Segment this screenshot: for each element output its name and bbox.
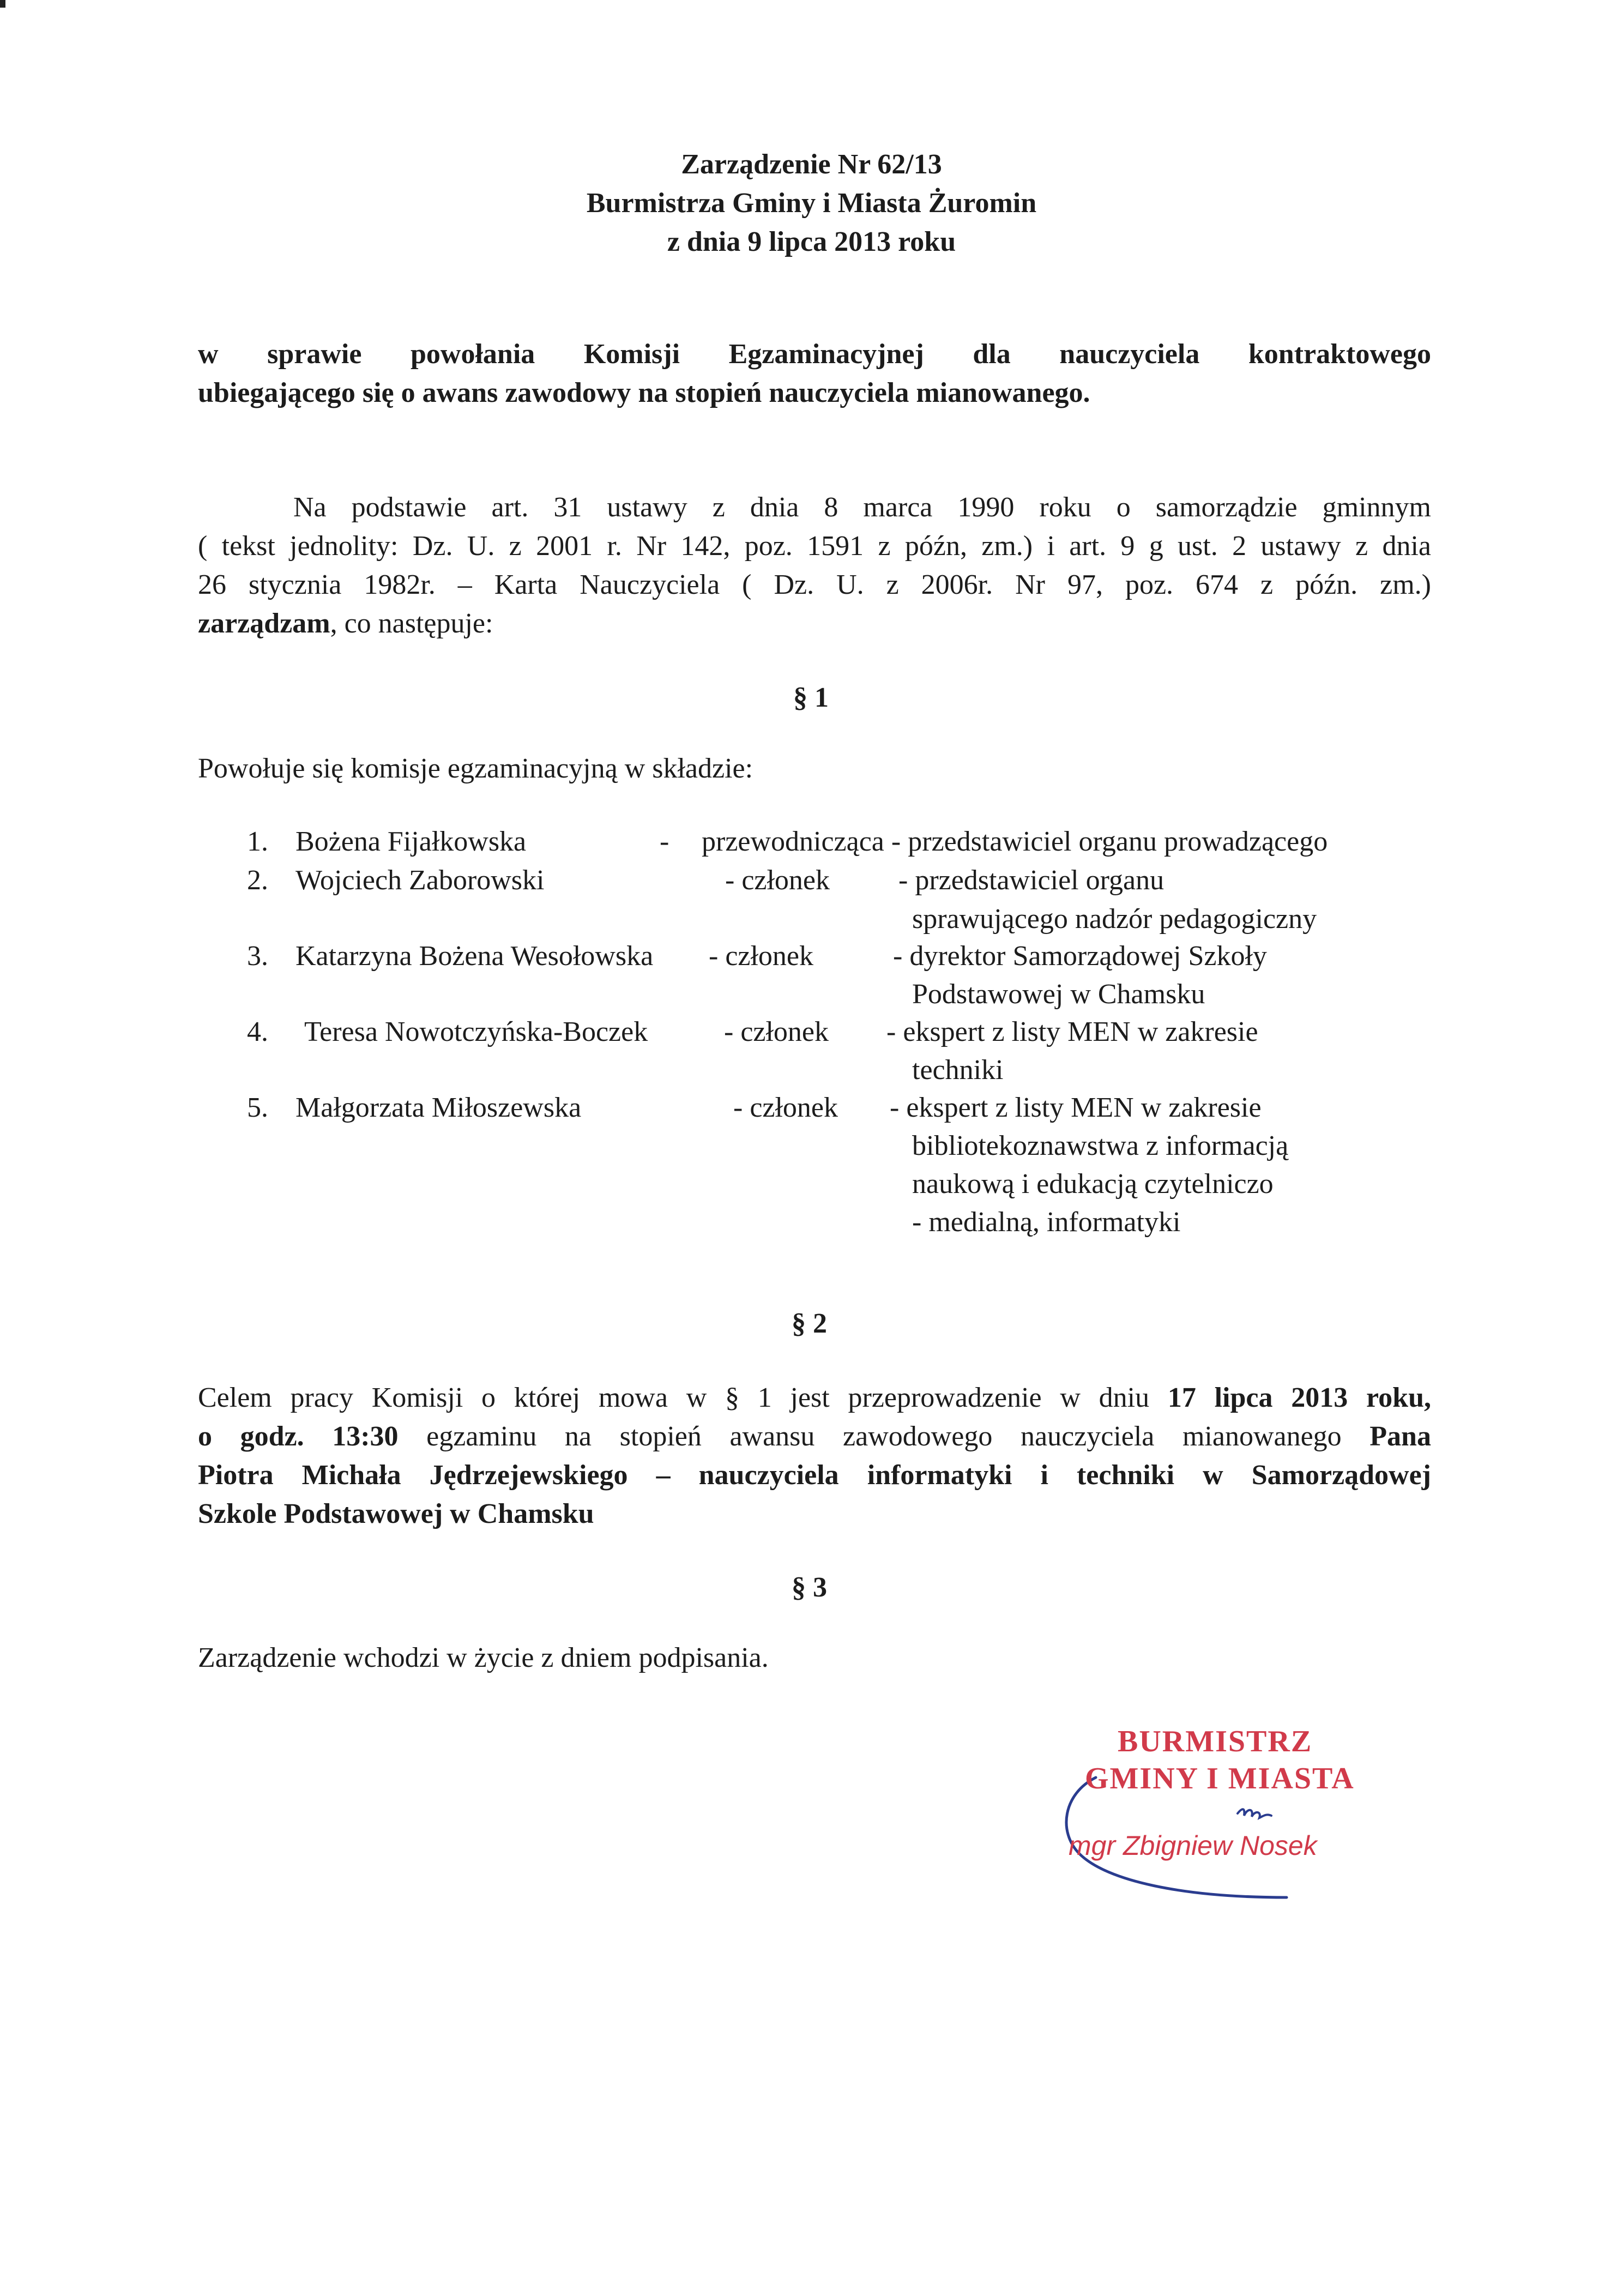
issuer: Burmistrza Gminy i Miasta Żuromin <box>586 188 1037 219</box>
legal-basis-line-4 <box>198 604 1431 643</box>
legal-basis-line-2: ( tekst jednolity: Dz. U. z 2001 r. Nr 142, poz. 1591 z późn, zm.) i art. 9 g ust. 2 ustawy z dnia <box>198 531 1431 562</box>
member-number: 1. <box>247 826 268 857</box>
legal-basis <box>198 488 1431 643</box>
official-stamp <box>1058 1718 1363 1903</box>
member-role: przewodnicząca - przedstawiciel organu prowadzącego <box>702 826 1328 857</box>
document-date: z dnia 9 lipca 2013 roku <box>667 226 956 257</box>
member-name: Katarzyna Bożena Wesołowska <box>295 941 654 972</box>
decree-rest: , co następuje: <box>330 608 493 639</box>
member-description: sprawującego nadzór pedagogiczny <box>912 903 1317 935</box>
member-name: Wojciech Zaborowski <box>295 865 545 896</box>
scan-mark <box>0 0 5 8</box>
section-2-line-1 <box>198 1378 1431 1417</box>
member-description: techniki <box>912 1054 1004 1086</box>
legal-basis-line-3: 26 stycznia 1982r. – Karta Nauczyciela ( Dz. U. z 2006r. Nr 97, poz. 674 z późn. zm.) <box>198 569 1431 600</box>
member-description: - medialną, informatyki <box>912 1207 1181 1238</box>
text-run: Celem pracy Komisji o której mowa w § 1 jest przeprowadzenie w dniu <box>198 1382 1168 1413</box>
section-1-intro: Powołuje się komisje egzaminacyjną w składzie: <box>198 753 753 784</box>
member-description: naukową i edukacją czytelniczo <box>912 1168 1274 1200</box>
section-2-text <box>198 1378 1431 1533</box>
section-2-line-4: Szkole Podstawowej w Chamsku <box>198 1498 594 1529</box>
member-number: 5. <box>247 1092 268 1123</box>
subject-line-2: ubiegającego się o awans zawodowy na stopień nauczyciela mianowanego. <box>198 377 1090 408</box>
section-1-mark: § 1 <box>793 682 829 713</box>
member-role: - członek <box>724 1016 829 1047</box>
signatory-name: mgr Zbigniew Nosek <box>1069 1830 1317 1861</box>
subject-line-1: w sprawie powołania Komisji Egzaminacyjnej dla nauczyciela kontraktowego <box>198 339 1431 370</box>
member-number: 4. <box>247 1016 268 1047</box>
decree-word: zarządzam <box>198 608 330 639</box>
member-number: 3. <box>247 941 268 972</box>
text-run: egzaminu na stopień awansu zawodowego nauczyciela mianowanego <box>398 1421 1370 1452</box>
section-2-line-2 <box>198 1417 1431 1456</box>
member-name: Teresa Nowotczyńska-Boczek <box>304 1016 648 1047</box>
section-3-text: Zarządzenie wchodzi w życie z dniem podpisania. <box>198 1642 769 1673</box>
member-role: - członek <box>733 1092 838 1123</box>
exam-date: 17 lipca 2013 roku, <box>1167 1382 1431 1413</box>
section-2-mark: § 2 <box>792 1308 827 1339</box>
subject <box>198 335 1431 412</box>
exam-time: o godz. 13:30 <box>198 1421 399 1452</box>
member-role: - członek <box>709 941 814 972</box>
member-description: bibliotekoznawstwa z informacją <box>912 1130 1289 1161</box>
member-description: - przedstawiciel organu <box>898 865 1165 896</box>
text-run: Pana <box>1369 1421 1431 1452</box>
member-name: Bożena Fijałkowska <box>295 826 527 857</box>
legal-basis-line-1: Na podstawie art. 31 ustawy z dnia 8 marca 1990 roku o samorządzie gminnym <box>293 492 1431 523</box>
stamp-subtitle: GMINY I MIASTA <box>1085 1762 1355 1795</box>
member-description: Podstawowej w Chamsku <box>912 979 1205 1010</box>
section-2-line-3: Piotra Michała Jędrzejewskiego – nauczyciela informatyki i techniki w Samorządowej <box>198 1460 1431 1491</box>
member-number: 2. <box>247 865 268 896</box>
member-description: - ekspert z listy MEN w zakresie <box>886 1016 1258 1047</box>
stamp-title: BURMISTRZ <box>1118 1725 1313 1758</box>
document-title: Zarządzenie Nr 62/13 <box>681 149 942 180</box>
member-name: Małgorzata Miłoszewska <box>295 1092 582 1123</box>
member-description: - dyrektor Samorządowej Szkoły <box>893 941 1267 972</box>
document-header <box>0 145 1623 261</box>
member-role: - członek <box>725 865 830 896</box>
member-dash: - <box>660 826 669 857</box>
section-3-mark: § 3 <box>792 1572 827 1603</box>
member-description: - ekspert z listy MEN w zakresie <box>890 1092 1262 1123</box>
